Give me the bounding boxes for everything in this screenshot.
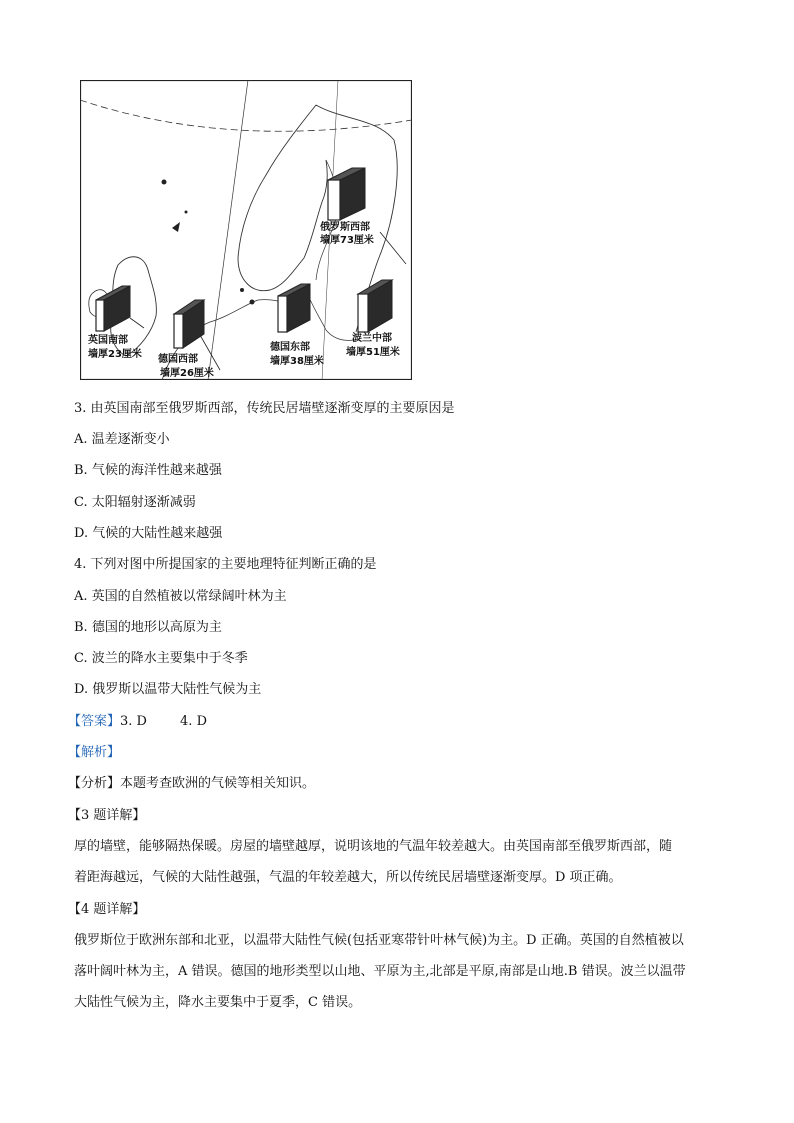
- detail-4-line-2: 落叶阔叶林为主，A 错误。德国的地形类型以山地、平原为主,北部是平原,南部是山地.B 错误。波兰以温带: [74, 964, 686, 979]
- detail-4-line-1: 俄罗斯位于欧洲东部和北亚，以温带大陆性气候(包括亚寒带针叶林气候)为主。D 正确。英国的自然植被以: [74, 933, 684, 948]
- q3-option-b: B. 气候的海洋性越来越强: [74, 463, 222, 478]
- label-uk-wall: 墙厚23厘米: [88, 349, 142, 360]
- analysis-summary: 【分析】本题考查欧洲的气候等相关知识。: [68, 776, 316, 791]
- detail-3-line-1: 厚的墙壁，能够隔热保暖。房屋的墙壁越厚，说明该地的气温年较差越大。由英国南部至俄罗斯西部，随: [74, 839, 673, 854]
- q3-option-a: A. 温差逐渐变小: [74, 432, 170, 447]
- label-ru-name: 俄罗斯西部: [320, 222, 370, 233]
- label-de-east-name: 德国东部: [270, 342, 310, 353]
- analysis-tag: 【解析】: [68, 745, 121, 760]
- q3-option-c: C. 太阳辐射逐渐减弱: [74, 495, 196, 510]
- label-pl-wall: 墙厚51厘米: [346, 347, 400, 358]
- detail-3-line-2: 着距海越远，气候的大陆性越强，气温的年较差越大，所以传统民居墙壁逐渐变厚。D 项正确。: [74, 870, 622, 885]
- q4-option-c: C. 波兰的降水主要集中于冬季: [74, 651, 248, 666]
- detail-4-line-3: 大陆性气候为主，降水主要集中于夏季，C 错误。: [74, 995, 362, 1010]
- answer-line: [68, 714, 207, 730]
- detail-4-title: 【4 题详解】: [68, 902, 146, 917]
- label-ru-wall: 墙厚73厘米: [320, 235, 374, 246]
- answer-text: 3. D 4. D: [120, 714, 207, 729]
- question-3-stem: 3. 由英国南部至俄罗斯西部，传统民居墙壁逐渐变厚的主要原因是: [74, 401, 455, 416]
- q4-option-d: D. 俄罗斯以温带大陆性气候为主: [74, 682, 262, 697]
- q4-option-a: A. 英国的自然植被以常绿阔叶林为主: [74, 589, 287, 604]
- europe-wall-thickness-map: [80, 80, 412, 380]
- q3-option-d: D. 气候的大陆性越来越强: [74, 526, 223, 541]
- label-de-west-wall: 墙厚26厘米: [160, 368, 214, 379]
- label-de-west-name: 德国西部: [158, 354, 198, 365]
- question-4-stem: 4. 下列对图中所提国家的主要地理特征判断正确的是: [74, 557, 377, 572]
- label-uk-name: 英国南部: [88, 335, 128, 346]
- label-de-east-wall: 墙厚38厘米: [270, 356, 324, 367]
- detail-3-title: 【3 题详解】: [68, 808, 146, 823]
- q4-option-b: B. 德国的地形以高原为主: [74, 620, 222, 635]
- label-pl-name: 波兰中部: [352, 333, 392, 344]
- answer-tag: 【答案】: [68, 714, 121, 729]
